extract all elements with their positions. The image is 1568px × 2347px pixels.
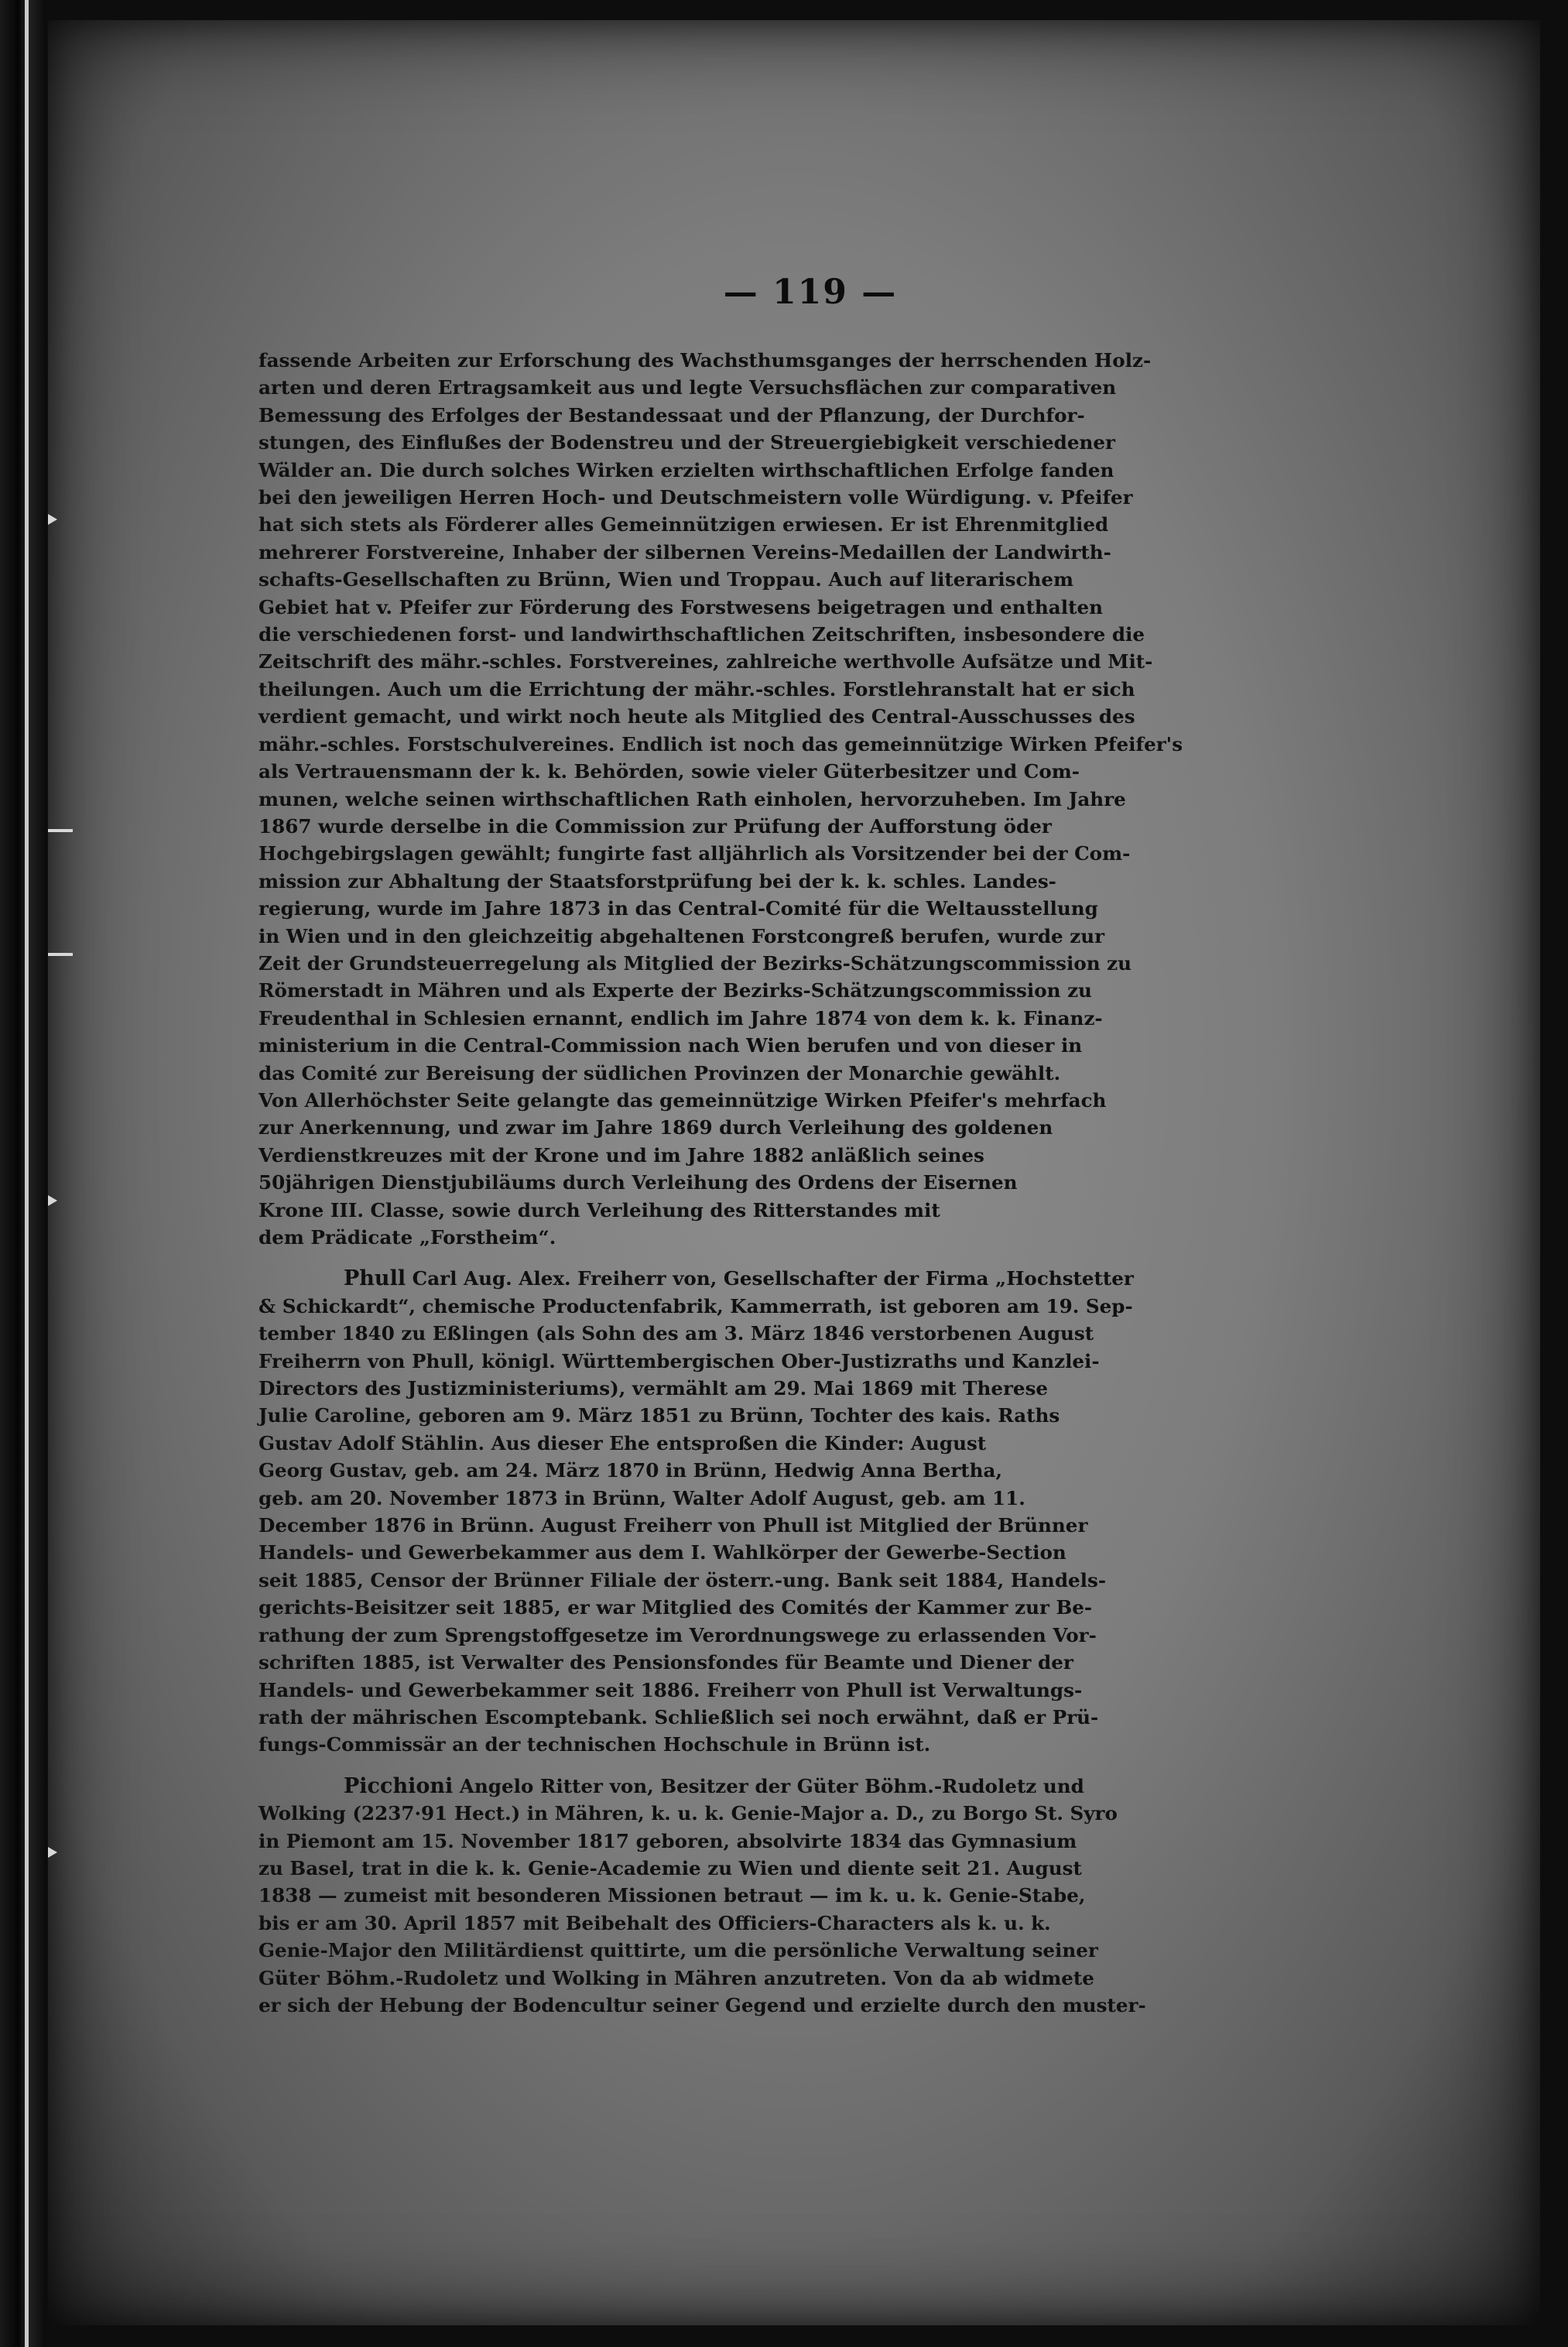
text-line: Von Allerhöchster Seite gelangte das gemeinnützige Wirken Pfeifer's mehrfach [258, 1088, 1107, 1112]
text-line: Römerstadt in Mähren und als Experte der Bezirks-Schätzungscommission zu [258, 979, 1092, 1002]
text-line: das Comité zur Bereisung der südlichen Provinzen der Monarchie gewählt. [258, 1061, 1061, 1084]
text-line: mehrerer Forstvereine, Inhaber der silbernen Vereins-Medaillen der Landwirth- [258, 540, 1111, 564]
text-line: verdient gemacht, und wirkt noch heute als Mitglied des Central-Ausschusses des [258, 705, 1135, 728]
text-line: schriften 1885, ist Verwalter des Pensionsfondes für Beamte und Diener der [258, 1651, 1073, 1674]
text-line: 1838 — zumeist mit besonderen Missionen betraut — im k. u. k. Genie-Stabe, [258, 1884, 1086, 1907]
text-line: bis er am 30. April 1857 mit Beibehalt des Officiers-Characters als k. u. k. [258, 1911, 1051, 1934]
text-line: Zeitschrift des mähr.-schles. Forstvereines, zahlreiche werthvolle Aufsätze und Mit- [258, 650, 1153, 673]
text-line: mähr.-schles. Forstschulvereines. Endlich ist noch das gemeinnützige Wirken Pfeifer's [258, 732, 1183, 755]
text-line: Bemessung des Erfolges der Bestandessaat und der Pflanzung, der Durchfor- [258, 403, 1085, 427]
margin-arrow-icon [48, 1195, 79, 1206]
text-line: seit 1885, Censor der Brünner Filiale der österr.-ung. Bank seit 1884, Handels- [258, 1568, 1107, 1592]
text-line: Handels- und Gewerbekammer aus dem I. Wahlkörper der Gewerbe-Section [258, 1541, 1066, 1564]
text-line: bei den jeweiligen Herren Hoch- und Deutschmeistern volle Würdigung. v. Pfeifer [258, 486, 1133, 509]
text-line: zu Basel, trat in die k. k. Genie-Academie zu Wien und diente seit 21. August [258, 1856, 1082, 1879]
text-line: Carl Aug. Alex. Freiherr von, Gesellschafter der Firma „Hochstetter [406, 1267, 1134, 1290]
text-line: Genie-Major den Militärdienst quittirte, um die persönliche Verwaltung seiner [258, 1939, 1098, 1962]
text-line: Angelo Ritter von, Besitzer der Güter Böhm.-Rudoletz und [453, 1774, 1084, 1797]
page-number: — 119 — [723, 272, 898, 312]
entry-name-phull: Phull [344, 1266, 406, 1291]
margin-tick-mark [48, 949, 79, 960]
text-line: Georg Gustav, geb. am 24. März 1870 in Brünn, Hedwig Anna Bertha, [258, 1459, 1003, 1482]
text-line: Gebiet hat v. Pfeifer zur Förderung des Forstwesens beigetragen und enthalten [258, 595, 1103, 618]
text-line: Zeit der Grundsteuerregelung als Mitglied der Bezirks-Schätzungscommission zu [258, 951, 1132, 975]
text-line: Hochgebirgslagen gewählt; fungirte fast alljährlich als Vorsitzender bei der Com- [258, 842, 1131, 865]
text-line: Handels- und Gewerbekammer seit 1886. Freiherr von Phull ist Verwaltungs- [258, 1678, 1083, 1701]
text-line: Julie Caroline, geboren am 9. März 1851 zu Brünn, Tochter des kais. Raths [258, 1404, 1060, 1427]
text-line: 1867 wurde derselbe in die Commission zur Prüfung der Aufforstung öder [258, 814, 1052, 838]
text-line: dem Prädicate „Forstheim“. [258, 1226, 556, 1249]
text-line: in Piemont am 15. November 1817 geboren, absolvirte 1834 das Gymnasium [258, 1829, 1077, 1852]
paragraph-pfeifer-continued [258, 347, 1280, 1251]
text-line: tember 1840 zu Eßlingen (als Sohn des am 3. März 1846 verstorbenen August [258, 1322, 1094, 1345]
book-page [48, 20, 1540, 2325]
text-line: arten und deren Ertragsamkeit aus und legte Versuchsflächen zur comparativen [258, 376, 1117, 399]
text-line: fungs-Commissär an der technischen Hochschule in Brünn ist. [258, 1733, 931, 1756]
text-line: hat sich stets als Förderer alles Gemeinnützigen erwiesen. Er ist Ehrenmitglied [258, 513, 1109, 536]
text-line: zur Anerkennung, und zwar im Jahre 1869 durch Verleihung des goldenen [258, 1116, 1053, 1139]
text-line: Verdienstkreuzes mit der Krone und im Jahre 1882 anläßlich seines [258, 1143, 984, 1167]
text-line: als Vertrauensmann der k. k. Behörden, sowie vieler Güterbesitzer und Com- [258, 760, 1080, 783]
text-line: geb. am 20. November 1873 in Brünn, Walter Adolf August, geb. am 11. [258, 1486, 1025, 1509]
text-line: er sich der Hebung der Bodencultur seiner Gegend und erzielte durch den muster- [258, 1993, 1146, 2016]
text-line: schafts-Gesellschaften zu Brünn, Wien und Troppau. Auch auf literarischem [258, 568, 1073, 591]
text-line: fassende Arbeiten zur Erforschung des Wachsthumsganges der herrschenden Holz- [258, 349, 1152, 372]
body-text [258, 347, 1280, 2019]
text-line: Wälder an. Die durch solches Wirken erzielten wirthschaftlichen Erfolge fanden [258, 458, 1114, 481]
text-line: ministerium in die Central-Commission nach Wien berufen und von dieser in [258, 1034, 1083, 1057]
spine-highlight-line [25, 0, 29, 2347]
text-line: 50jährigen Dienstjubiläums durch Verleihung des Ordens der Eisernen [258, 1171, 1018, 1194]
text-line: gerichts-Beisitzer seit 1885, er war Mitglied des Comités der Kammer zur Be- [258, 1596, 1093, 1619]
text-line: Freudenthal in Schlesien ernannt, endlich im Jahre 1874 von dem k. k. Finanz- [258, 1006, 1103, 1030]
text-line: Freiherrn von Phull, königl. Württembergischen Ober-Justizraths und Kanzlei- [258, 1349, 1100, 1372]
margin-arrow-icon [48, 514, 79, 525]
text-line: & Schickardt“, chemische Productenfabrik, Kammerrath, ist geboren am 19. Sep- [258, 1294, 1133, 1317]
paragraph-phull [258, 1265, 1280, 1758]
text-line: theilungen. Auch um die Errichtung der mähr.-schles. Forstlehranstalt hat er sich [258, 677, 1135, 701]
text-line: munen, welche seinen wirthschaftlichen Rath einholen, hervorzuheben. Im Jahre [258, 787, 1126, 810]
entry-name-picchioni: Picchioni [344, 1773, 454, 1798]
text-line: rathung der zum Sprengstoffgesetze im Verordnungswege zu erlassenden Vor- [258, 1623, 1097, 1646]
margin-tick-mark [48, 825, 79, 836]
paragraph-picchioni [258, 1773, 1280, 2020]
text-line: Krone III. Classe, sowie durch Verleihung des Ritterstandes mit [258, 1198, 940, 1221]
text-line: mission zur Abhaltung der Staatsforstprüfung bei der k. k. schles. Landes- [258, 869, 1056, 893]
text-line: in Wien und in den gleichzeitig abgehaltenen Forstcongreß berufen, wurde zur [258, 924, 1105, 947]
text-line: regierung, wurde im Jahre 1873 in das Central-Comité für die Weltausstellung [258, 897, 1098, 920]
text-line: Güter Böhm.-Rudoletz und Wolking in Mähren anzutreten. Von da ab widmete [258, 1966, 1094, 1989]
text-line: die verschiedenen forst- und landwirthschaftlichen Zeitschriften, insbesondere die [258, 623, 1145, 646]
text-line: December 1876 in Brünn. August Freiherr von Phull ist Mitglied der Brünner [258, 1514, 1088, 1537]
book-spine-edge [0, 0, 46, 2347]
text-line: Directors des Justizministeriums), vermählt am 29. Mai 1869 mit Therese [258, 1377, 1049, 1400]
text-line: rath der mährischen Escomptebank. Schließlich sei noch erwähnt, daß er Prü- [258, 1705, 1099, 1729]
margin-arrow-icon [48, 1847, 79, 1858]
text-line: Wolking (2237·91 Hect.) in Mähren, k. u. k. Genie-Major a. D., zu Borgo St. Syro [258, 1802, 1118, 1825]
text-line: Gustav Adolf Stählin. Aus dieser Ehe entsproßen die Kinder: August [258, 1431, 987, 1454]
text-line: stungen, des Einflußes der Bodenstreu und der Streuergiebigkeit verschiedener [258, 431, 1115, 454]
